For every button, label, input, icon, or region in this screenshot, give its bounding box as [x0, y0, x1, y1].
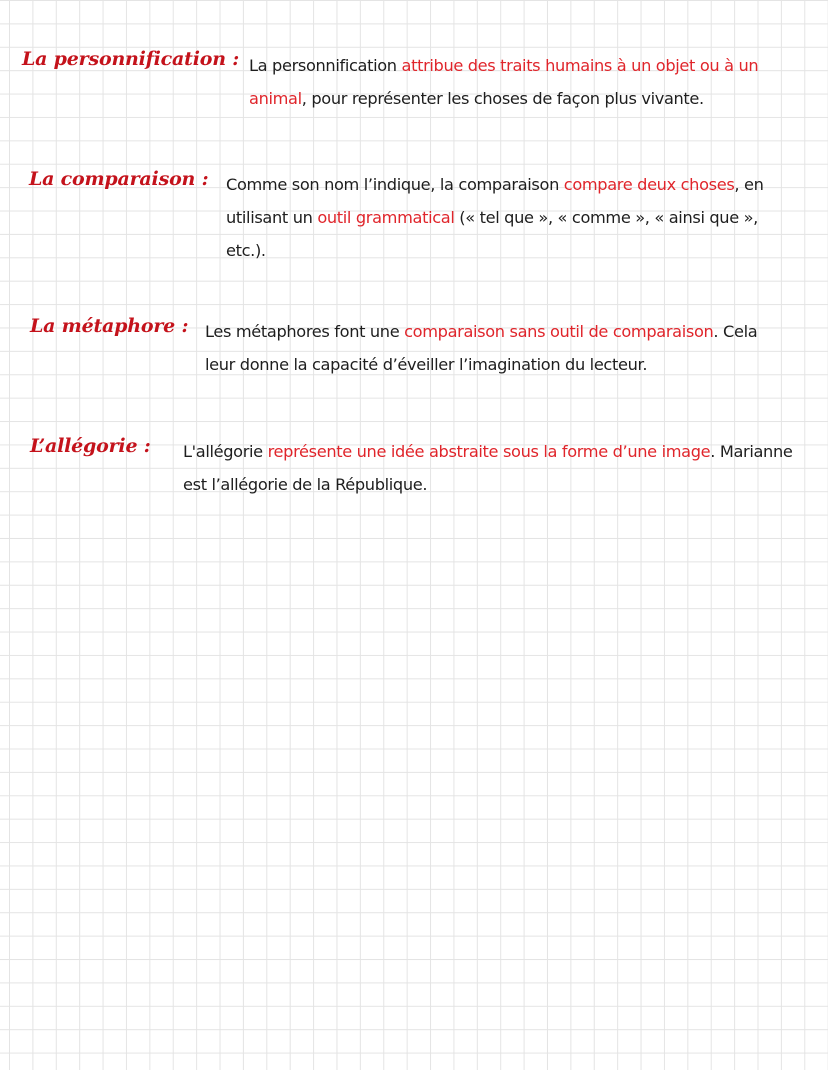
- highlighted-text: attribue des traits humains à un objet ou à un: [401, 56, 759, 75]
- definition-text: [205, 315, 795, 381]
- definition-segment: La personnification: [249, 56, 402, 75]
- term-heading: L’allégorie :: [30, 435, 151, 457]
- definition-text: [249, 49, 809, 115]
- term-heading: La comparaison :: [29, 168, 209, 190]
- definition-segment: . Marianne: [710, 442, 793, 461]
- definition-segment: etc.).: [226, 241, 266, 260]
- definition-segment: , en: [734, 175, 764, 194]
- definition-segment: . Cela: [713, 322, 758, 341]
- definition-text: [226, 168, 796, 267]
- definition-segment: Comme son nom l’indique, la comparaison: [226, 175, 564, 194]
- definition-segment: , pour représenter les choses de façon plus vivante.: [301, 89, 704, 108]
- highlighted-text: compare deux choses: [563, 175, 735, 194]
- definition-segment: (« tel que », « comme », « ainsi que »,: [454, 208, 758, 227]
- definition-segment: leur donne la capacité d’éveiller l’imagination du lecteur.: [205, 355, 648, 374]
- highlighted-text: comparaison sans outil de comparaison: [404, 322, 714, 341]
- definition-segment: utilisant un: [226, 208, 318, 227]
- highlighted-text: animal: [249, 89, 302, 108]
- term-heading: La métaphore :: [30, 315, 189, 337]
- highlighted-text: représente une idée abstraite sous la forme d’une image: [267, 442, 711, 461]
- definition-segment: est l’allégorie de la République.: [183, 475, 428, 494]
- definition-text: [183, 435, 813, 501]
- definition-segment: L'allégorie: [183, 442, 268, 461]
- term-heading: La personnification :: [22, 48, 240, 70]
- highlighted-text: outil grammatical: [317, 208, 455, 227]
- definition-segment: Les métaphores font une: [205, 322, 405, 341]
